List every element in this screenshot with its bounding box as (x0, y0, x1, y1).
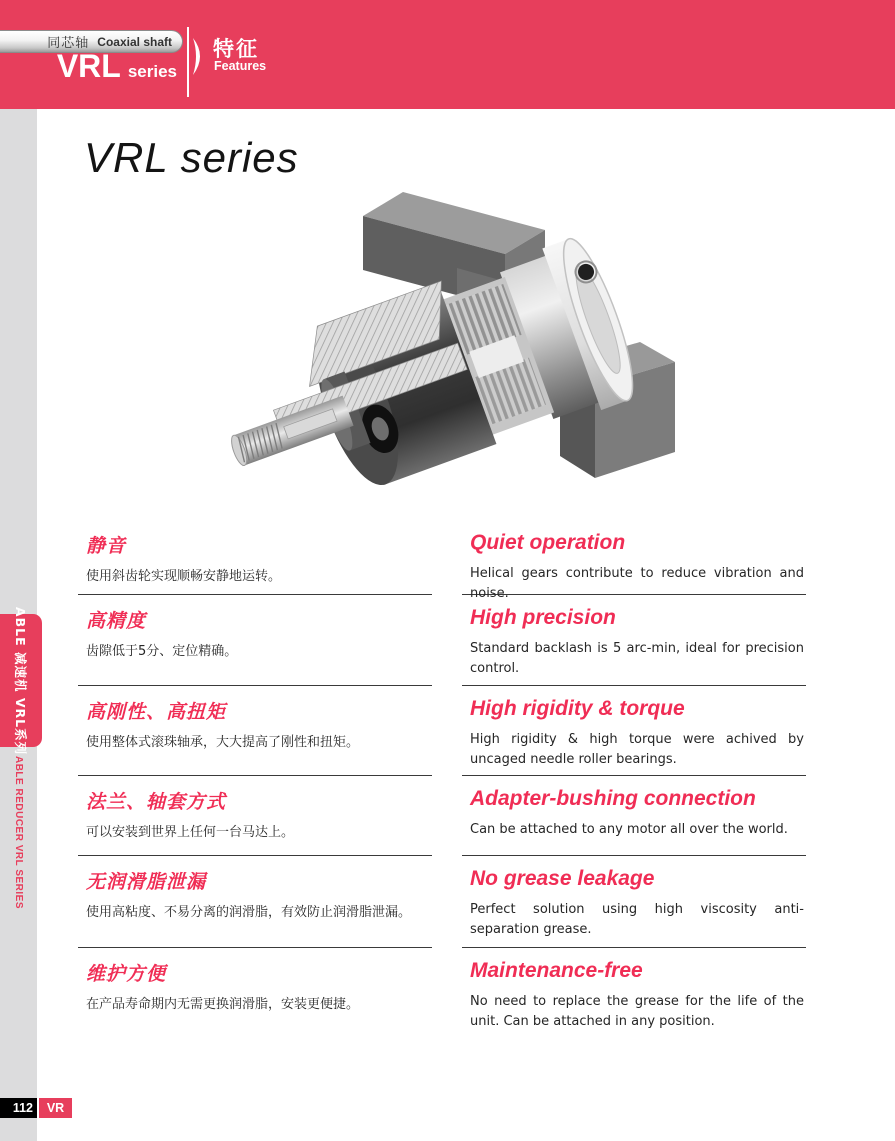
feature-cn-adapter (78, 776, 432, 856)
feature-title: High rigidity & torque (470, 697, 685, 720)
sidebar-series-text-label: ABLE REDUCER VRL SERIES (13, 755, 25, 909)
feature-title: 高精度 (86, 611, 147, 632)
sidebar-series-tab (0, 606, 42, 755)
feature-body: High rigidity & high torque were achived by uncaged needle roller bearings. (470, 732, 804, 768)
page-section-title-en: Features (214, 59, 267, 73)
feature-cn-quiet (78, 520, 432, 595)
sidebar-series-text (0, 757, 37, 907)
page-section-title-cn: 特征 (213, 37, 259, 61)
feature-title: 高刚性、高扭矩 (86, 702, 227, 723)
feature-cn-rigidity (78, 686, 432, 776)
features-grid (78, 520, 806, 1035)
category-label-en: Coaxial shaft (97, 34, 172, 49)
section-code-badge: VR (39, 1098, 72, 1118)
feature-en-adapter (462, 776, 806, 856)
series-brand-suffix: series (127, 62, 177, 81)
header-banner (0, 0, 895, 109)
sidebar-series-tab-label: ABLE 减速机 VRL系列 (13, 606, 28, 755)
feature-title: High precision (470, 606, 616, 629)
feature-body: 使用整体式滚珠轴承，大大提高了刚性和扭矩。 (86, 735, 360, 750)
page-number-badge: 112 (0, 1098, 37, 1118)
feature-en-grease (462, 856, 806, 948)
product-cutaway-image (220, 160, 730, 525)
feature-en-rigidity (462, 686, 806, 776)
feature-cn-precision (78, 595, 432, 686)
feature-en-maintenance (462, 948, 806, 1035)
header-divider (187, 27, 189, 97)
feature-en-quiet (462, 520, 806, 602)
series-brand (0, 50, 183, 84)
feature-title: 静音 (86, 536, 127, 557)
feature-body: 使用斜齿轮实现顺畅安静地运转。 (86, 569, 282, 584)
feature-body: 可以安装到世界上任何一台马达上。 (86, 825, 295, 840)
feature-cn-grease (78, 856, 432, 948)
feature-cn-maintenance (78, 948, 432, 1035)
feature-title: 无润滑脂泄漏 (86, 872, 207, 893)
feature-title: Quiet operation (470, 531, 626, 554)
feature-title: No grease leakage (470, 867, 655, 890)
page-title: VRL series (84, 134, 299, 181)
feature-en-precision (462, 595, 806, 686)
feature-body: Standard backlash is 5 arc-min, ideal for precision control. (470, 641, 804, 677)
feature-body: Perfect solution using high viscosity anti-separation grease. (470, 902, 804, 938)
feature-title: Maintenance-free (470, 959, 643, 982)
feature-body: 使用高粘度、不易分离的润滑脂，有效防止润滑脂泄漏。 (86, 905, 412, 920)
series-brand-name: VRL (56, 48, 121, 84)
chevron-icon (192, 37, 208, 77)
feature-body: No need to replace the grease for the life of the unit. Can be attached in any position. (470, 994, 804, 1030)
feature-body: Can be attached to any motor all over the world. (470, 822, 788, 837)
category-label-cn: 同芯轴 (47, 36, 90, 51)
feature-title: 法兰、轴套方式 (86, 792, 227, 813)
feature-body: 在产品寿命期内无需更换润滑脂，安装更便捷。 (86, 997, 360, 1012)
feature-title: Adapter-bushing connection (470, 787, 756, 810)
feature-body: 齿隙低于5分、定位精确。 (86, 644, 238, 659)
feature-body: Helical gears contribute to reduce vibration and noise. (470, 566, 804, 602)
feature-title: 维护方便 (86, 964, 167, 985)
